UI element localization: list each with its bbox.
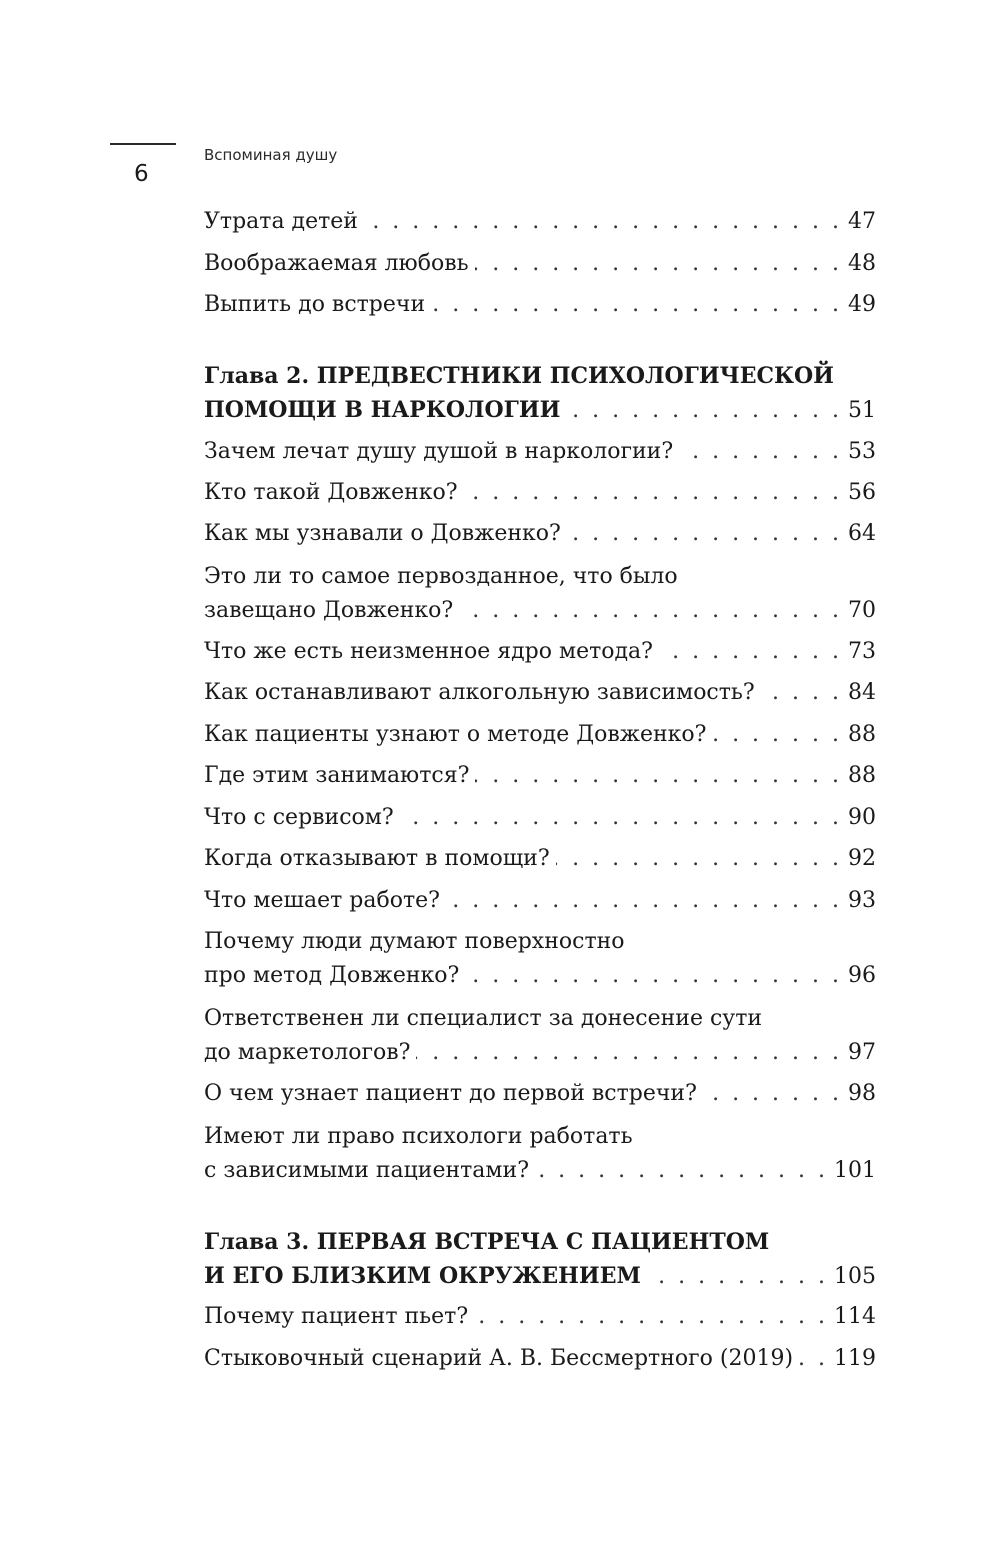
toc-entry-title-line2: с зависимыми пациентами?: [204, 1158, 529, 1183]
toc-entry-title-line1: Это ли то самое первозданное, что было: [204, 564, 678, 589]
toc-chapter-title-line2: ПОМОЩИ В НАРКОЛОГИИ: [204, 397, 561, 423]
toc-entry[interactable]: [204, 247, 876, 280]
toc-entry-page: 49: [848, 292, 876, 317]
toc-entry-title: Утрата детей: [204, 209, 358, 234]
toc-entry[interactable]: [204, 288, 876, 321]
toc-entry-title-line2: про метод Довженко?: [204, 963, 460, 988]
toc-entry-page: 73: [848, 639, 876, 664]
dot-leader: [535, 1154, 828, 1187]
table-of-contents: [204, 0, 876, 1555]
dot-leader: [475, 247, 842, 280]
toc-entry[interactable]: [204, 718, 876, 751]
toc-entry[interactable]: [204, 759, 876, 792]
toc-entry[interactable]: [204, 884, 876, 917]
dot-leader: [465, 959, 842, 992]
toc-entry-title-line2: до маркетологов?: [204, 1040, 411, 1065]
toc-entry[interactable]: [204, 517, 876, 550]
toc-entry-page: 53: [848, 439, 876, 464]
toc-entry[interactable]: [204, 205, 876, 238]
dot-leader: [567, 517, 842, 550]
toc-entry[interactable]: [204, 925, 876, 992]
dot-leader: [364, 205, 842, 238]
toc-entry[interactable]: [204, 676, 876, 709]
toc-entry-page: 97: [848, 1040, 876, 1065]
toc-chapter-entry[interactable]: [204, 1226, 876, 1293]
toc-entry-page: 84: [848, 680, 876, 705]
header-rule: [110, 143, 176, 145]
toc-entry-page: 88: [848, 763, 876, 788]
toc-chapter-title-line1: Глава 2. ПРЕДВЕСТНИКИ ПСИХОЛОГИЧЕСКОЙ: [204, 363, 834, 389]
toc-entry-title-line1: Ответственен ли специалист за донесение сути: [204, 1006, 763, 1031]
dot-leader: [566, 394, 842, 427]
toc-entry-page: 56: [848, 480, 876, 505]
dot-leader: [712, 718, 842, 751]
dot-leader: [400, 801, 842, 834]
toc-entry-title: Что с сервисом?: [204, 805, 394, 830]
toc-entry-page: 92: [848, 846, 876, 871]
toc-entry-title: Воображаемая любовь: [204, 251, 469, 276]
toc-entry-title: Что же есть неизменное ядро метода?: [204, 639, 653, 664]
toc-entry-page: 64: [848, 521, 876, 546]
dot-leader: [446, 884, 842, 917]
dot-leader: [431, 288, 842, 321]
toc-entry-title-line1: Почему люди думают поверхностно: [204, 929, 625, 954]
toc-entry-page: 70: [848, 598, 876, 623]
toc-entry-page: 119: [834, 1346, 876, 1371]
toc-entry[interactable]: [204, 801, 876, 834]
dot-leader: [761, 676, 842, 709]
toc-entry[interactable]: [204, 1342, 876, 1375]
toc-entry-page: 96: [848, 963, 876, 988]
dot-leader: [475, 759, 842, 792]
toc-chapter-title-line1: Глава 3. ПЕРВАЯ ВСТРЕЧА С ПАЦИЕНТОМ: [204, 1229, 770, 1255]
dot-leader: [459, 594, 842, 627]
dot-leader: [416, 1036, 842, 1069]
dot-leader: [647, 1260, 828, 1293]
toc-entry[interactable]: [204, 1077, 876, 1110]
dot-leader: [474, 1300, 828, 1333]
toc-entry-title: Выпить до встречи: [204, 292, 426, 317]
toc-entry-title: Стыковочный сценарий А. В. Бессмертного (2019): [204, 1346, 794, 1371]
toc-entry-page: 47: [848, 209, 876, 234]
toc-entry-page: 48: [848, 251, 876, 276]
dot-leader: [703, 1077, 842, 1110]
toc-entry-title: Кто такой Довженко?: [204, 480, 458, 505]
toc-chapter-title-line2: И ЕГО БЛИЗКИМ ОКРУЖЕНИЕМ: [204, 1263, 641, 1289]
toc-entry[interactable]: [204, 435, 876, 468]
toc-entry-title-line2: завещано Довженко?: [204, 598, 454, 623]
toc-entry[interactable]: [204, 842, 876, 875]
toc-entry-page: 98: [848, 1081, 876, 1106]
toc-entry-title: Когда отказывают в помощи?: [204, 846, 550, 871]
toc-entry-title: Как пациенты узнают о методе Довженко?: [204, 722, 707, 747]
dot-leader: [799, 1342, 828, 1375]
page-number: 6: [134, 161, 149, 187]
toc-entry-page: 88: [848, 722, 876, 747]
toc-entry[interactable]: [204, 635, 876, 668]
toc-entry[interactable]: [204, 1300, 876, 1333]
toc-entry-page: 90: [848, 805, 876, 830]
toc-entry[interactable]: [204, 1120, 876, 1187]
toc-entry-page: 114: [834, 1304, 876, 1329]
toc-entry-page: 101: [834, 1158, 876, 1183]
dot-leader: [679, 435, 842, 468]
toc-entry-title: Как останавливают алкогольную зависимость?: [204, 680, 755, 705]
toc-entry-title: Где этим занимаются?: [204, 763, 470, 788]
toc-entry-title: О чем узнает пациент до первой встречи?: [204, 1081, 697, 1106]
running-title: Вспоминая душу: [204, 146, 338, 164]
toc-entry-title: Что мешает работе?: [204, 888, 440, 913]
dot-leader: [659, 635, 842, 668]
toc-entry-title: Как мы узнавали о Довженко?: [204, 521, 561, 546]
toc-chapter-entry[interactable]: [204, 360, 876, 427]
toc-entry-page: 93: [848, 888, 876, 913]
toc-entry[interactable]: [204, 476, 876, 509]
toc-entry-page: 105: [834, 1264, 876, 1289]
toc-entry[interactable]: [204, 1002, 876, 1069]
toc-entry-title: Зачем лечат душу душой в наркологии?: [204, 439, 674, 464]
dot-leader: [464, 476, 842, 509]
toc-entry-title: Почему пациент пьет?: [204, 1304, 469, 1329]
dot-leader: [556, 842, 842, 875]
toc-entry[interactable]: [204, 560, 876, 627]
toc-entry-title-line1: Имеют ли право психологи работать: [204, 1124, 633, 1149]
toc-entry-page: 51: [848, 398, 876, 423]
